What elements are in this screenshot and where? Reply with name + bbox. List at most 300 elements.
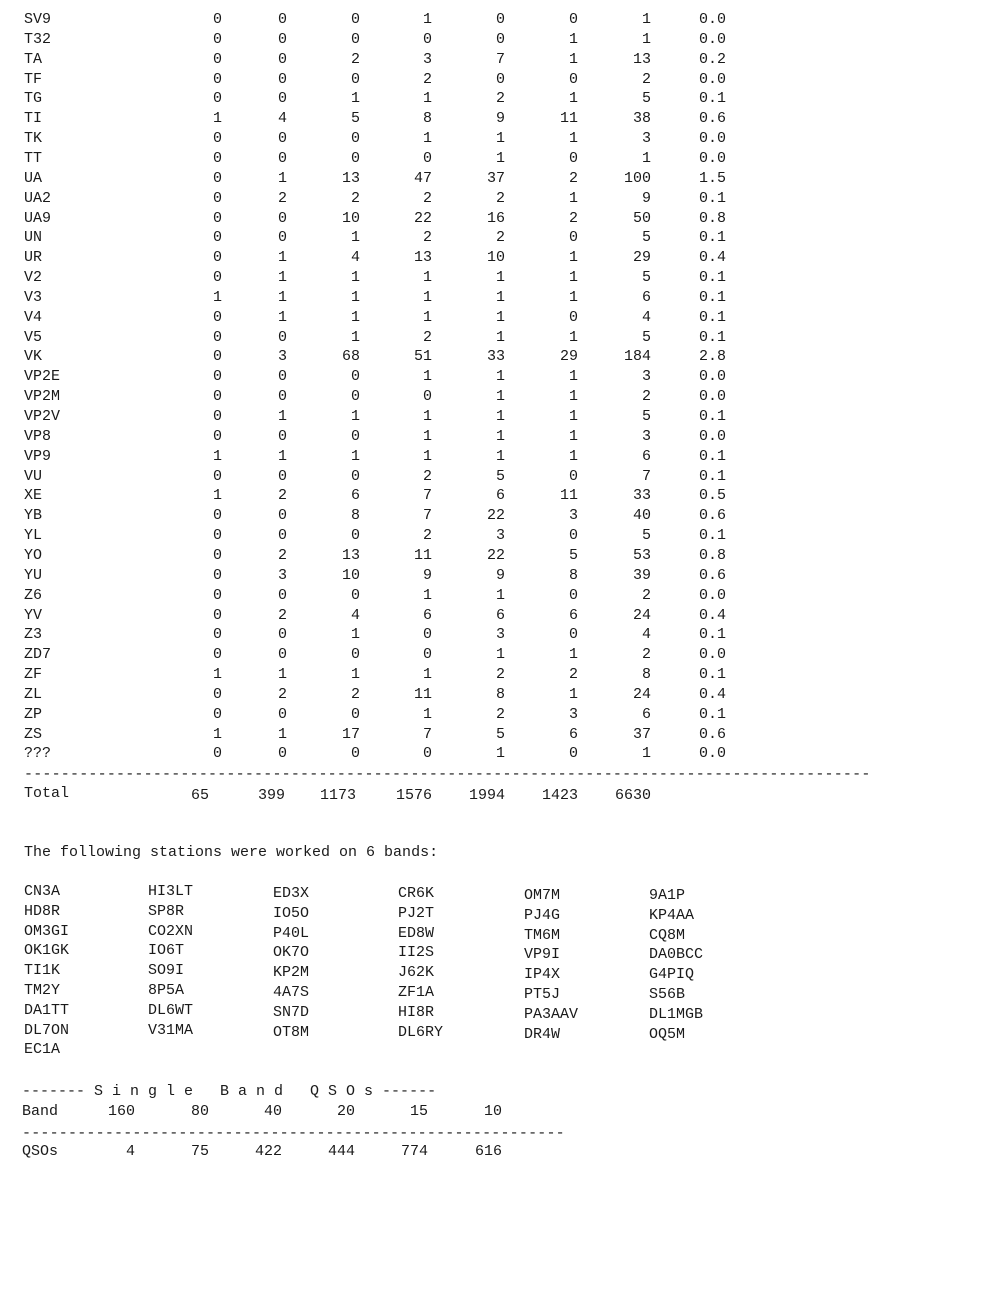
band-count-cell: 29 bbox=[559, 348, 578, 366]
call-prefix: VP2M bbox=[24, 388, 61, 406]
band-count-cell: 0 bbox=[350, 586, 360, 604]
qsos-label: QSOs bbox=[22, 1143, 59, 1160]
station-callsign: PJ4G bbox=[524, 906, 561, 924]
station-callsign: CQ8M bbox=[649, 926, 686, 944]
band-count-cell: 37 bbox=[486, 169, 505, 187]
table-row bbox=[0, 685, 760, 705]
percent-cell: 0.6 bbox=[698, 507, 726, 525]
station-callsign: DL1MGB bbox=[649, 1005, 704, 1023]
band-count-cell: 16 bbox=[486, 209, 505, 227]
row-total-cell: 2 bbox=[641, 586, 651, 604]
band-count-cell: 0 bbox=[568, 11, 578, 28]
band-count-cell: 11 bbox=[559, 110, 578, 128]
band-count-cell: 0 bbox=[350, 745, 360, 763]
percent-cell: 0.0 bbox=[698, 70, 726, 88]
band-count-cell: 0 bbox=[568, 70, 578, 88]
percent-cell: 0.0 bbox=[698, 11, 726, 28]
band-count-cell: 3 bbox=[568, 507, 578, 525]
band-count-cell: 0 bbox=[422, 646, 432, 664]
band-count-cell: 1 bbox=[422, 90, 432, 108]
table-row bbox=[0, 30, 760, 50]
row-total-cell: 1 bbox=[641, 745, 651, 763]
percent-cell: 0.0 bbox=[698, 368, 726, 386]
band-count-cell: 1 bbox=[495, 308, 505, 326]
band-count-cell: 0 bbox=[568, 745, 578, 763]
percent-cell: 0.1 bbox=[698, 90, 726, 108]
band-count-cell: 0 bbox=[212, 467, 222, 485]
percent-cell: 2.8 bbox=[698, 348, 726, 366]
table-row bbox=[0, 606, 760, 626]
station-callsign: CO2XN bbox=[148, 922, 194, 940]
band-count-cell: 1 bbox=[212, 487, 222, 505]
band-count-cell: 1 bbox=[422, 269, 432, 287]
call-prefix: UA bbox=[24, 169, 43, 187]
band-count-cell: 1 bbox=[212, 666, 222, 684]
row-total-cell: 1 bbox=[641, 11, 651, 28]
band-count-cell: 9 bbox=[495, 566, 505, 584]
band-count-cell: 22 bbox=[486, 507, 505, 525]
band-count-cell: 0 bbox=[212, 130, 222, 148]
band-count-cell: 51 bbox=[413, 348, 432, 366]
band-count-cell: 1 bbox=[495, 646, 505, 664]
table-row bbox=[0, 288, 760, 308]
band-count-cell: 1 bbox=[212, 288, 222, 306]
table-row bbox=[0, 228, 760, 248]
band-count-cell: 7 bbox=[422, 487, 432, 505]
station-callsign: PT5J bbox=[524, 986, 561, 1003]
row-total-cell: 13 bbox=[632, 50, 651, 68]
row-total-cell: 3 bbox=[641, 130, 651, 148]
station-callsign: G4PIQ bbox=[649, 966, 695, 984]
row-total-cell: 1 bbox=[641, 149, 651, 167]
band-count-cell: 1 bbox=[350, 288, 360, 306]
band-count-cell: 11 bbox=[413, 546, 432, 564]
band-count-cell: 0 bbox=[212, 308, 222, 326]
row-total-cell: 40 bbox=[632, 507, 651, 525]
station-callsign: IP4X bbox=[524, 966, 561, 984]
percent-cell: 0.1 bbox=[698, 229, 726, 247]
call-prefix: ??? bbox=[24, 745, 52, 763]
band-count-cell: 11 bbox=[559, 487, 578, 505]
percent-cell: 0.4 bbox=[698, 606, 726, 624]
band-count-cell: 1 bbox=[495, 447, 505, 465]
band-count-cell: 3 bbox=[568, 705, 578, 723]
band-count-cell: 1 bbox=[422, 11, 432, 28]
table-row bbox=[0, 665, 760, 685]
total-cell: 1423 bbox=[541, 787, 578, 804]
six-band-stations bbox=[24, 882, 784, 1062]
row-total-cell: 3 bbox=[641, 427, 651, 445]
call-prefix: ZL bbox=[24, 685, 43, 703]
call-prefix: VP9 bbox=[24, 447, 52, 465]
band-count-cell: 3 bbox=[422, 50, 432, 68]
station-callsign: SP8R bbox=[148, 902, 185, 920]
band-cell: 20 bbox=[336, 1103, 355, 1120]
station-callsign: ED8W bbox=[398, 924, 435, 942]
band-count-cell: 0 bbox=[212, 90, 222, 108]
band-count-cell: 0 bbox=[212, 408, 222, 425]
table-row bbox=[0, 506, 760, 526]
band-count-cell: 1 bbox=[568, 30, 578, 48]
band-count-cell: 0 bbox=[212, 685, 222, 703]
station-callsign: 8P5A bbox=[148, 982, 185, 999]
band-count-cell: 1 bbox=[422, 705, 432, 723]
band-count-cell: 0 bbox=[212, 388, 222, 406]
call-prefix: UA2 bbox=[24, 189, 52, 207]
band-count-cell: 0 bbox=[568, 229, 578, 247]
call-prefix: VU bbox=[24, 467, 43, 485]
band-count-cell: 4 bbox=[350, 249, 360, 267]
percent-cell: 0.1 bbox=[698, 527, 726, 545]
band-count-cell: 5 bbox=[495, 725, 505, 743]
table-row bbox=[0, 189, 760, 209]
call-prefix: YV bbox=[24, 606, 43, 624]
band-count-cell: 2 bbox=[350, 189, 360, 207]
band-count-cell: 0 bbox=[212, 705, 222, 723]
row-total-cell: 5 bbox=[641, 328, 651, 346]
percent-cell: 0.0 bbox=[698, 646, 726, 664]
table-row bbox=[0, 70, 760, 90]
band-count-cell: 0 bbox=[277, 229, 287, 247]
band-count-cell: 2 bbox=[350, 50, 360, 68]
table-row bbox=[0, 586, 760, 606]
qso-cell: 422 bbox=[254, 1143, 282, 1160]
band-count-cell: 8 bbox=[568, 566, 578, 584]
band-count-cell: 0 bbox=[212, 249, 222, 267]
table-row bbox=[0, 268, 760, 288]
station-callsign: PJ2T bbox=[398, 904, 435, 922]
row-total-cell: 4 bbox=[641, 626, 651, 644]
table-row bbox=[0, 89, 760, 109]
band-count-cell: 1 bbox=[495, 288, 505, 306]
row-total-cell: 24 bbox=[632, 606, 651, 624]
band-count-cell: 6 bbox=[495, 487, 505, 505]
band-count-cell: 0 bbox=[212, 566, 222, 584]
row-total-cell: 100 bbox=[623, 169, 651, 187]
table-separator: -------------------------------------------------------------------------------------------- bbox=[24, 766, 871, 783]
total-cell: 6630 bbox=[614, 787, 651, 804]
band-count-cell: 0 bbox=[212, 30, 222, 48]
row-total-cell: 9 bbox=[641, 189, 651, 207]
table-row bbox=[0, 169, 760, 189]
percent-cell: 0.1 bbox=[698, 408, 726, 425]
band-count-cell: 2 bbox=[277, 487, 287, 505]
band-cell: 40 bbox=[263, 1103, 282, 1120]
band-count-cell: 0 bbox=[568, 527, 578, 545]
band-count-cell: 2 bbox=[568, 209, 578, 227]
band-count-cell: 5 bbox=[495, 467, 505, 485]
band-count-cell: 1 bbox=[350, 408, 360, 425]
band-count-cell: 0 bbox=[277, 527, 287, 545]
band-count-cell: 1 bbox=[568, 427, 578, 445]
row-total-cell: 29 bbox=[632, 249, 651, 267]
percent-cell: 0.1 bbox=[698, 467, 726, 485]
band-count-cell: 0 bbox=[350, 527, 360, 545]
band-count-cell: 0 bbox=[212, 189, 222, 207]
table-row bbox=[0, 566, 760, 586]
band-label: Band bbox=[22, 1103, 59, 1120]
call-prefix: TT bbox=[24, 149, 43, 167]
band-count-cell: 5 bbox=[350, 110, 360, 128]
call-prefix: SV9 bbox=[24, 11, 52, 28]
row-total-cell: 5 bbox=[641, 269, 651, 287]
percent-cell: 0.4 bbox=[698, 249, 726, 267]
band-count-cell: 2 bbox=[277, 189, 287, 207]
call-prefix: TA bbox=[24, 50, 43, 68]
call-prefix: ZS bbox=[24, 725, 43, 743]
row-total-cell: 6 bbox=[641, 288, 651, 306]
station-callsign: SN7D bbox=[273, 1003, 310, 1021]
percent-cell: 0.1 bbox=[698, 705, 726, 723]
band-count-cell: 3 bbox=[495, 626, 505, 644]
table-row bbox=[0, 625, 760, 645]
station-callsign: OK7O bbox=[273, 944, 310, 962]
percent-cell: 0.0 bbox=[698, 745, 726, 763]
band-count-cell: 0 bbox=[212, 328, 222, 346]
band-count-cell: 1 bbox=[277, 288, 287, 306]
station-callsign: IO5O bbox=[273, 904, 310, 922]
band-count-cell: 1 bbox=[568, 269, 578, 287]
band-count-cell: 0 bbox=[212, 626, 222, 644]
call-prefix: Z3 bbox=[24, 626, 43, 644]
row-total-cell: 2 bbox=[641, 388, 651, 406]
band-count-cell: 1 bbox=[350, 626, 360, 644]
call-prefix: ZF bbox=[24, 666, 43, 684]
band-count-cell: 1 bbox=[212, 725, 222, 743]
row-total-cell: 184 bbox=[623, 348, 651, 366]
row-total-cell: 39 bbox=[632, 566, 651, 584]
band-count-cell: 68 bbox=[341, 348, 360, 366]
station-callsign: DA0BCC bbox=[649, 946, 704, 964]
band-count-cell: 1 bbox=[495, 149, 505, 167]
band-count-cell: 0 bbox=[277, 209, 287, 227]
band-count-cell: 1 bbox=[422, 427, 432, 445]
band-count-cell: 3 bbox=[277, 566, 287, 584]
band-count-cell: 1 bbox=[422, 666, 432, 684]
band-count-cell: 1 bbox=[422, 130, 432, 148]
band-count-cell: 0 bbox=[277, 646, 287, 664]
band-count-cell: 1 bbox=[568, 249, 578, 267]
row-total-cell: 53 bbox=[632, 546, 651, 564]
call-prefix: TK bbox=[24, 130, 43, 148]
station-callsign: TI1K bbox=[24, 962, 61, 980]
band-count-cell: 1 bbox=[495, 368, 505, 386]
call-prefix: UN bbox=[24, 229, 43, 247]
table-row bbox=[0, 387, 760, 407]
percent-cell: 0.0 bbox=[698, 388, 726, 406]
row-total-cell: 4 bbox=[641, 308, 651, 326]
band-count-cell: 0 bbox=[212, 606, 222, 624]
band-count-cell: 1 bbox=[277, 169, 287, 187]
band-count-cell: 22 bbox=[486, 546, 505, 564]
band-cell: 80 bbox=[190, 1103, 209, 1120]
band-count-cell: 0 bbox=[350, 388, 360, 406]
row-total-cell: 37 bbox=[632, 725, 651, 743]
percent-cell: 0.0 bbox=[698, 30, 726, 48]
band-count-cell: 5 bbox=[568, 546, 578, 564]
band-count-cell: 0 bbox=[212, 11, 222, 28]
band-count-cell: 2 bbox=[495, 90, 505, 108]
call-prefix: UA9 bbox=[24, 209, 52, 227]
call-prefix: VP2V bbox=[24, 408, 61, 425]
band-count-cell: 1 bbox=[568, 408, 578, 425]
band-count-cell: 2 bbox=[495, 229, 505, 247]
total-label: Total bbox=[24, 785, 70, 802]
call-prefix: V2 bbox=[24, 269, 43, 287]
percent-cell: 0.1 bbox=[698, 308, 726, 326]
table-row bbox=[0, 427, 760, 447]
percent-cell: 0.6 bbox=[698, 566, 726, 584]
station-callsign: DL6RY bbox=[398, 1023, 444, 1041]
band-cell: 10 bbox=[483, 1103, 502, 1120]
percent-cell: 0.0 bbox=[698, 427, 726, 445]
row-total-cell: 1 bbox=[641, 30, 651, 48]
band-count-cell: 0 bbox=[212, 368, 222, 386]
call-prefix: UR bbox=[24, 249, 43, 267]
station-callsign: DR4W bbox=[524, 1025, 561, 1043]
band-count-cell: 0 bbox=[495, 70, 505, 88]
band-count-cell: 1 bbox=[568, 130, 578, 148]
percent-cell: 0.0 bbox=[698, 130, 726, 148]
station-callsign: 9A1P bbox=[649, 887, 686, 904]
band-count-cell: 1 bbox=[495, 388, 505, 406]
table-row bbox=[0, 645, 760, 665]
row-total-cell: 8 bbox=[641, 666, 651, 684]
band-count-cell: 1 bbox=[350, 229, 360, 247]
band-count-cell: 7 bbox=[495, 50, 505, 68]
percent-cell: 0.1 bbox=[698, 666, 726, 684]
band-count-cell: 13 bbox=[341, 546, 360, 564]
station-callsign: VP9I bbox=[524, 946, 561, 964]
station-callsign: V31MA bbox=[148, 1021, 194, 1039]
band-count-cell: 0 bbox=[277, 507, 287, 525]
band-count-cell: 10 bbox=[341, 209, 360, 227]
table-row bbox=[0, 248, 760, 268]
percent-cell: 0.1 bbox=[698, 269, 726, 287]
percent-cell: 0.5 bbox=[698, 487, 726, 505]
band-count-cell: 0 bbox=[422, 626, 432, 644]
call-prefix: XE bbox=[24, 487, 43, 505]
qso-cell: 444 bbox=[327, 1143, 355, 1160]
station-callsign: KP2M bbox=[273, 964, 310, 982]
row-total-cell: 2 bbox=[641, 70, 651, 88]
band-count-cell: 2 bbox=[422, 189, 432, 207]
station-callsign: P40L bbox=[273, 924, 310, 942]
table-row bbox=[0, 705, 760, 725]
band-count-cell: 1 bbox=[568, 646, 578, 664]
call-prefix: ZD7 bbox=[24, 646, 52, 664]
table-row bbox=[0, 149, 760, 169]
band-count-cell: 7 bbox=[422, 725, 432, 743]
band-count-cell: 0 bbox=[212, 527, 222, 545]
band-count-cell: 0 bbox=[277, 30, 287, 48]
band-count-cell: 0 bbox=[568, 308, 578, 326]
percent-cell: 0.6 bbox=[698, 110, 726, 128]
total-cell: 65 bbox=[190, 787, 209, 804]
band-count-cell: 0 bbox=[568, 626, 578, 644]
band-count-cell: 1 bbox=[277, 408, 287, 425]
row-total-cell: 33 bbox=[632, 487, 651, 505]
table-row bbox=[0, 347, 760, 367]
table-row bbox=[0, 526, 760, 546]
call-prefix: VP8 bbox=[24, 427, 52, 445]
band-count-cell: 1 bbox=[212, 447, 222, 465]
band-count-cell: 0 bbox=[277, 368, 287, 386]
band-count-cell: 0 bbox=[277, 328, 287, 346]
table-row bbox=[0, 367, 760, 387]
call-prefix: TF bbox=[24, 70, 43, 88]
band-count-cell: 22 bbox=[413, 209, 432, 227]
band-count-cell: 0 bbox=[350, 130, 360, 148]
band-count-cell: 0 bbox=[350, 467, 360, 485]
call-prefix: YU bbox=[24, 566, 43, 584]
table-row bbox=[0, 308, 760, 328]
band-count-cell: 1 bbox=[568, 388, 578, 406]
station-callsign: 4A7S bbox=[273, 984, 310, 1001]
band-count-cell: 1 bbox=[277, 269, 287, 287]
band-count-cell: 1 bbox=[212, 110, 222, 128]
band-count-cell: 2 bbox=[422, 70, 432, 88]
band-count-cell: 1 bbox=[350, 308, 360, 326]
station-callsign: HI3LT bbox=[148, 883, 194, 900]
station-callsign: ZF1A bbox=[398, 984, 435, 1001]
band-count-cell: 1 bbox=[350, 328, 360, 346]
call-prefix: ZP bbox=[24, 705, 43, 723]
percent-cell: 0.1 bbox=[698, 288, 726, 306]
band-count-cell: 0 bbox=[277, 11, 287, 28]
call-prefix: Z6 bbox=[24, 586, 43, 604]
band-count-cell: 2 bbox=[350, 685, 360, 703]
band-count-cell: 1 bbox=[495, 745, 505, 763]
row-total-cell: 5 bbox=[641, 229, 651, 247]
band-count-cell: 0 bbox=[212, 586, 222, 604]
percent-cell: 0.1 bbox=[698, 189, 726, 207]
band-count-cell: 0 bbox=[350, 11, 360, 28]
band-count-cell: 0 bbox=[422, 149, 432, 167]
band-count-cell: 0 bbox=[212, 507, 222, 525]
band-count-cell: 0 bbox=[212, 209, 222, 227]
table-row bbox=[0, 50, 760, 70]
band-count-cell: 6 bbox=[350, 487, 360, 505]
band-count-cell: 9 bbox=[495, 110, 505, 128]
total-cell: 1994 bbox=[468, 787, 505, 804]
band-count-cell: 0 bbox=[350, 646, 360, 664]
row-total-cell: 24 bbox=[632, 685, 651, 703]
percent-cell: 0.2 bbox=[698, 50, 726, 68]
station-callsign: HI8R bbox=[398, 1003, 435, 1021]
qso-cell: 4 bbox=[125, 1143, 135, 1160]
band-count-cell: 0 bbox=[350, 30, 360, 48]
band-count-cell: 1 bbox=[422, 288, 432, 306]
band-count-cell: 2 bbox=[568, 169, 578, 187]
band-count-cell: 3 bbox=[277, 348, 287, 366]
percent-cell: 0.6 bbox=[698, 725, 726, 743]
band-count-cell: 4 bbox=[277, 110, 287, 128]
band-count-cell: 0 bbox=[568, 586, 578, 604]
band-count-cell: 0 bbox=[212, 427, 222, 445]
band-count-cell: 0 bbox=[277, 90, 287, 108]
band-count-cell: 1 bbox=[422, 368, 432, 386]
band-count-cell: 1 bbox=[568, 90, 578, 108]
band-count-cell: 4 bbox=[350, 606, 360, 624]
band-count-cell: 1 bbox=[495, 427, 505, 445]
band-count-cell: 0 bbox=[277, 70, 287, 88]
band-count-cell: 1 bbox=[422, 447, 432, 465]
row-total-cell: 5 bbox=[641, 90, 651, 108]
band-count-cell: 1 bbox=[350, 447, 360, 465]
row-total-cell: 6 bbox=[641, 705, 651, 723]
band-count-cell: 47 bbox=[413, 169, 432, 187]
